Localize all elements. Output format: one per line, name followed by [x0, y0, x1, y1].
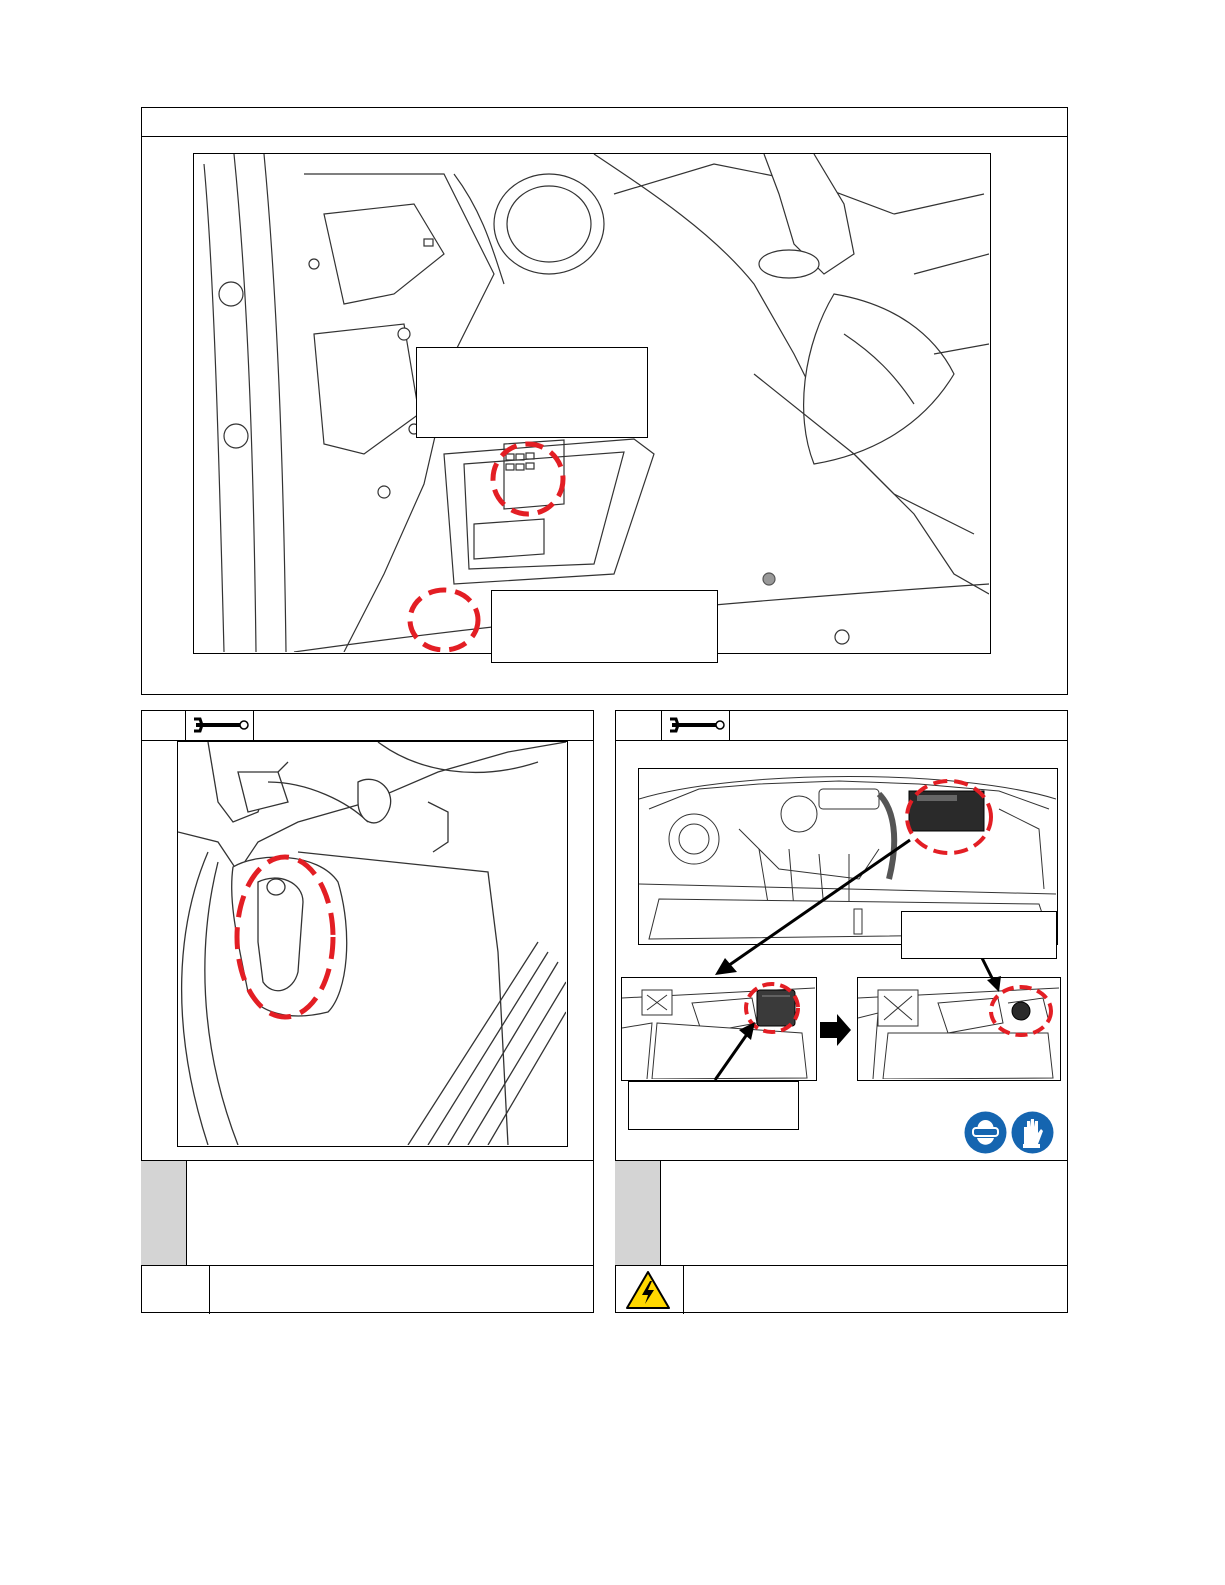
right-tool-icon-box [661, 710, 730, 741]
left-tool-icon-box [185, 710, 254, 741]
protective-gloves-icon [1011, 1111, 1054, 1154]
high-voltage-warning-icon [625, 1270, 671, 1310]
right-instruction-marker [615, 1160, 661, 1265]
right-warning-row [615, 1265, 1068, 1313]
left-instruction [187, 1160, 594, 1265]
top-panel-header [141, 107, 1068, 137]
right-instruction [661, 1160, 1068, 1265]
safety-goggles-icon [964, 1111, 1007, 1154]
wrench-icon [666, 715, 726, 735]
right-panel-header [615, 710, 1068, 741]
left-instruction-marker [141, 1160, 187, 1265]
right-warning-icon-cell [615, 1266, 684, 1314]
footwell-callout [491, 590, 718, 663]
terminal-callout [901, 911, 1057, 959]
pedal-illustration [177, 741, 568, 1147]
left-note-label-cell [141, 1266, 210, 1314]
fuse-box-callout [416, 347, 648, 438]
left-note-row [141, 1265, 594, 1313]
wrench-icon [190, 715, 250, 735]
cover-callout [628, 1081, 799, 1130]
left-panel-header [141, 710, 594, 741]
